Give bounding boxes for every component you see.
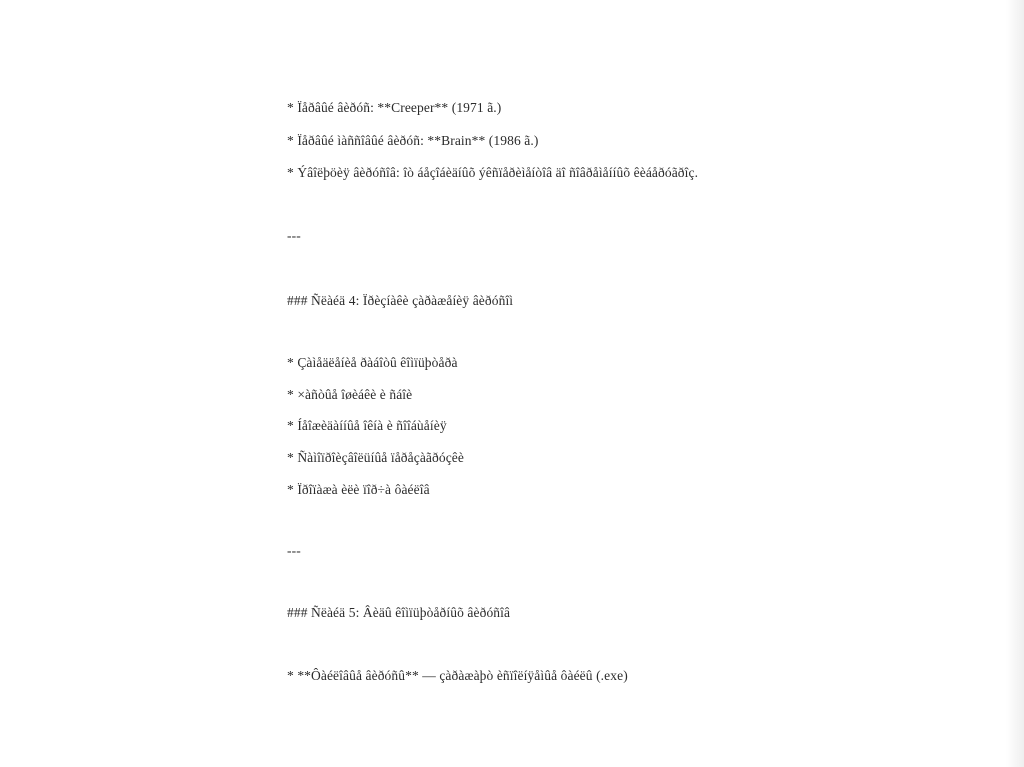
text-line-first-mass-virus: * Ïåðâûé ìàññîâûé âèðóñ: **Brain** (1986 ã.) (287, 133, 539, 148)
text-line-first-virus: * Ïåðâûé âèðóñ: **Creeper** (1971 ã.) (287, 100, 502, 115)
list-item-popups: * Íåîæèäàííûå îêíà è ñîîáùåíèÿ (287, 418, 447, 433)
list-item-file-viruses: * **Ôàéëîâûå âèðóñû** — çàðàæàþò èñïîëíÿåìûå ôàéëû (.exe) (287, 668, 628, 683)
list-item-lost-files: * Ïðîïàæà èëè ïîð÷à ôàéëîâ (287, 482, 430, 497)
text-line-virus-evolution: * Ýâîëþöèÿ âèðóñîâ: îò áåçîáèäíûõ ýêñïåðèìåíòîâ äî ñîâðåìåííûõ êèáåðóãðîç. (287, 165, 699, 180)
separator-line-2: --- (287, 543, 301, 558)
separator-line-1: --- (287, 228, 301, 243)
slide-4-heading: ### Ñëàéä 4: Ïðèçíàêè çàðàæåíèÿ âèðóñîì (287, 293, 514, 308)
slide-5-heading: ### Ñëàéä 5: Âèäû êîìïüþòåðíûõ âèðóñîâ (287, 605, 511, 620)
page-edge-shadow (1006, 0, 1024, 767)
list-item-reboots: * Ñàìîïðîèçâîëüíûå ïåðåçàãðóçêè (287, 450, 464, 465)
list-item-errors: * ×àñòûå îøèáêè è ñáîè (287, 387, 413, 402)
list-item-slowdown: * Çàìåäëåíèå ðàáîòû êîìïüþòåðà (287, 355, 458, 370)
